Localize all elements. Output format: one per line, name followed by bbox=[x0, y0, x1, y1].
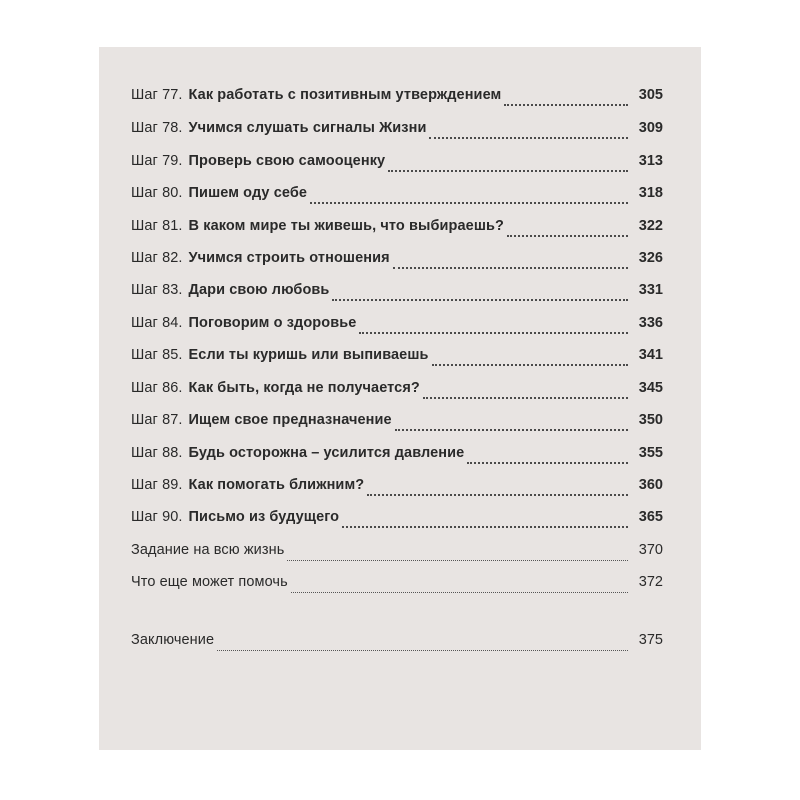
leader-dots bbox=[388, 170, 628, 172]
toc-entry-prefix: Шаг 84. bbox=[131, 315, 183, 331]
toc-entry-title: Если ты куришь или выпиваешь bbox=[188, 347, 429, 363]
toc-entry bbox=[131, 574, 663, 598]
toc-entry-title: Что еще может помочь bbox=[131, 574, 288, 590]
leader-dots bbox=[504, 104, 628, 106]
toc-entry-page: 355 bbox=[638, 445, 663, 461]
toc-entry-prefix: Шаг 79. bbox=[131, 153, 183, 169]
toc-entry bbox=[131, 282, 663, 306]
leader-dots bbox=[291, 592, 628, 593]
leader-dots bbox=[310, 202, 628, 204]
leader-dots bbox=[342, 526, 628, 528]
leader-dots bbox=[332, 299, 628, 301]
toc-entry-title: Как помогать ближним? bbox=[188, 477, 365, 493]
toc-entry-prefix: Шаг 87. bbox=[131, 412, 183, 428]
toc-entry bbox=[131, 87, 663, 111]
toc-entry-page: 350 bbox=[638, 412, 663, 428]
leader-dots bbox=[395, 429, 628, 431]
toc-entry-page: 336 bbox=[638, 315, 663, 331]
leader-dots bbox=[367, 494, 628, 496]
toc-entry-page: 331 bbox=[638, 282, 663, 298]
toc-entry-page: 322 bbox=[638, 218, 663, 234]
leader-dots bbox=[217, 650, 628, 651]
toc-entry bbox=[131, 315, 663, 339]
leader-dots bbox=[287, 560, 628, 561]
toc-entry bbox=[131, 153, 663, 177]
toc-entry bbox=[131, 542, 663, 566]
toc-entry-page: 309 bbox=[638, 120, 663, 136]
toc-entry-page: 370 bbox=[638, 542, 663, 558]
toc-entry-page: 326 bbox=[638, 250, 663, 266]
toc-entry-page: 372 bbox=[638, 574, 663, 590]
toc-entry-prefix: Шаг 83. bbox=[131, 282, 183, 298]
toc-entry-prefix: Шаг 77. bbox=[131, 87, 183, 103]
toc-entry-title: Письмо из будущего bbox=[188, 509, 340, 525]
toc-entry-title: Ищем свое предназначение bbox=[188, 412, 392, 428]
toc-entry-prefix: Шаг 86. bbox=[131, 380, 183, 396]
toc-entry-page: 313 bbox=[638, 153, 663, 169]
toc-entry-page: 345 bbox=[638, 380, 663, 396]
toc-entry bbox=[131, 632, 663, 656]
toc-entry-page: 318 bbox=[638, 185, 663, 201]
leader-dots bbox=[393, 267, 628, 269]
toc-entry-prefix: Шаг 78. bbox=[131, 120, 183, 136]
toc-entry-title: Будь осторожна – усилится давление bbox=[188, 445, 465, 461]
toc-entry bbox=[131, 185, 663, 209]
toc-entry-title: Пишем оду себе bbox=[188, 185, 308, 201]
toc-entry-title: В каком мире ты живешь, что выбираешь? bbox=[188, 218, 505, 234]
toc-entry-title: Учимся строить отношения bbox=[188, 250, 390, 266]
toc-entry bbox=[131, 250, 663, 274]
toc-entry-prefix: Шаг 85. bbox=[131, 347, 183, 363]
toc-entry-title: Как быть, когда не получается? bbox=[188, 380, 420, 396]
toc-entry-title: Проверь свою самооценку bbox=[188, 153, 386, 169]
toc-entry bbox=[131, 380, 663, 404]
toc-entry-prefix: Шаг 80. bbox=[131, 185, 183, 201]
leader-dots bbox=[432, 364, 628, 366]
toc-entry-page: 375 bbox=[638, 632, 663, 648]
toc-entry-page: 365 bbox=[638, 509, 663, 525]
toc-entry bbox=[131, 509, 663, 533]
toc-entry-prefix: Шаг 81. bbox=[131, 218, 183, 234]
toc-entry-prefix: Шаг 82. bbox=[131, 250, 183, 266]
toc-entry-page: 360 bbox=[638, 477, 663, 493]
toc-entry bbox=[131, 347, 663, 371]
toc-entry-prefix: Шаг 88. bbox=[131, 445, 183, 461]
toc-entry-title: Как работать с позитивным утверждением bbox=[188, 87, 502, 103]
toc-entry-title: Поговорим о здоровье bbox=[188, 315, 357, 331]
toc-entry-prefix: Шаг 90. bbox=[131, 509, 183, 525]
toc-entry-prefix: Шаг 89. bbox=[131, 477, 183, 493]
toc-entry-page: 341 bbox=[638, 347, 663, 363]
toc-entry bbox=[131, 120, 663, 144]
toc-entry-title: Задание на всю жизнь bbox=[131, 542, 285, 558]
toc-entry-title: Учимся слушать сигналы Жизни bbox=[188, 120, 427, 136]
toc-entry bbox=[131, 445, 663, 469]
leader-dots bbox=[429, 137, 628, 139]
toc-entry-title: Заключение bbox=[131, 632, 215, 648]
toc-entry-page: 305 bbox=[638, 87, 663, 103]
toc-entry bbox=[131, 477, 663, 501]
toc-entry bbox=[131, 412, 663, 436]
toc-entry bbox=[131, 218, 663, 242]
leader-dots bbox=[423, 397, 628, 399]
book-page bbox=[99, 47, 701, 750]
leader-dots bbox=[359, 332, 628, 334]
toc-entry-title: Дари свою любовь bbox=[188, 282, 330, 298]
leader-dots bbox=[467, 462, 628, 464]
leader-dots bbox=[507, 235, 628, 237]
